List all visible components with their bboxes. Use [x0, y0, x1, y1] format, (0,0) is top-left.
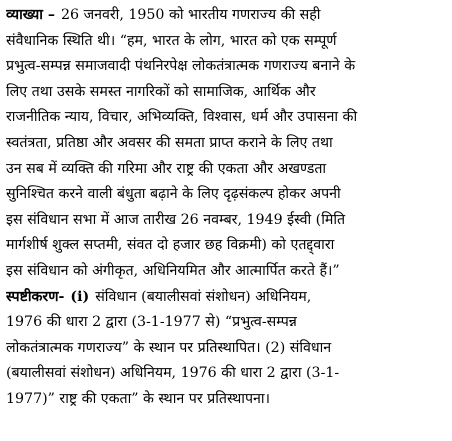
text-line-13: 1976 की धारा 2 द्वारा (3-1-1977 से) “प्रभुत्व-सम्पन्न	[6, 314, 297, 331]
text-line-4: लिए तथा उसके समस्त नागरिकों को सामाजिक, आर्थिक और	[6, 83, 316, 100]
text-line-12	[6, 285, 446, 310]
text-line-16: 1977)” राष्ट्र की एकता” के स्थान पर प्रतिस्थापना।	[6, 391, 270, 407]
text-line-1	[6, 3, 446, 28]
text-line-5: राजनीतिक न्याय, विचार, अभिव्यक्ति, विश्वास, धर्म और उपासना की	[6, 109, 358, 126]
text-line-9: इस संविधान सभा में आज तारीख 26 नवम्बर, 1949 ईस्वी (मिति	[6, 211, 346, 228]
text-line-1-body: 26 जनवरी, 1950 को भारतीय गणराज्य की सही	[61, 7, 321, 23]
text-line-12-body: संविधान (बयालीसवां संशोधन) अधिनियम,	[95, 288, 312, 305]
text-line-10: मार्गशीर्ष शुक्ल सप्तमी, संवत दो हजार छह विक्रमी) को एतद्द्वारा	[6, 237, 335, 254]
text-line-14: लोकतंत्रात्मक गणराज्य” के स्थान पर प्रतिस्थापित। (2) संविधान	[6, 339, 332, 356]
text-line-7: उन सब में व्यक्ति की गरिमा और राष्ट्र की एकता और अखण्डता	[6, 160, 327, 177]
text-line-6: स्वतंत्रता, प्रतिष्ठा और अवसर की समता प्राप्त कराने के लिए तथा	[6, 135, 333, 151]
clarification-heading: स्पष्टीकरण-	[6, 288, 65, 305]
note-one-marker: (i)	[70, 288, 90, 305]
text-line-3: प्रभुत्व-सम्पन्न समाजवादी पंथनिरपेक्ष लोकतंत्रात्मक गणराज्य बनाने के	[6, 58, 356, 75]
document-page	[6, 0, 452, 441]
text-line-15: (बयालीसवां संशोधन) अधिनियम, 1976 की धारा 2 द्वारा (3-1-	[6, 365, 340, 382]
text-line-11: इस संविधान को अंगीकृत, अधिनियमित और आत्मार्पित करते हैं।”	[6, 263, 340, 279]
text-line-8: सुनिश्चित करने वाली बंधुता बढ़ाने के लिए दृढ़संकल्प होकर अपनी	[6, 186, 341, 203]
explanation-heading: व्याख्या –	[6, 7, 55, 23]
text-line-2: संवैधानिक स्थिति थी। “हम, भारत के लोग, भारत को एक सम्पूर्ण	[6, 32, 337, 49]
